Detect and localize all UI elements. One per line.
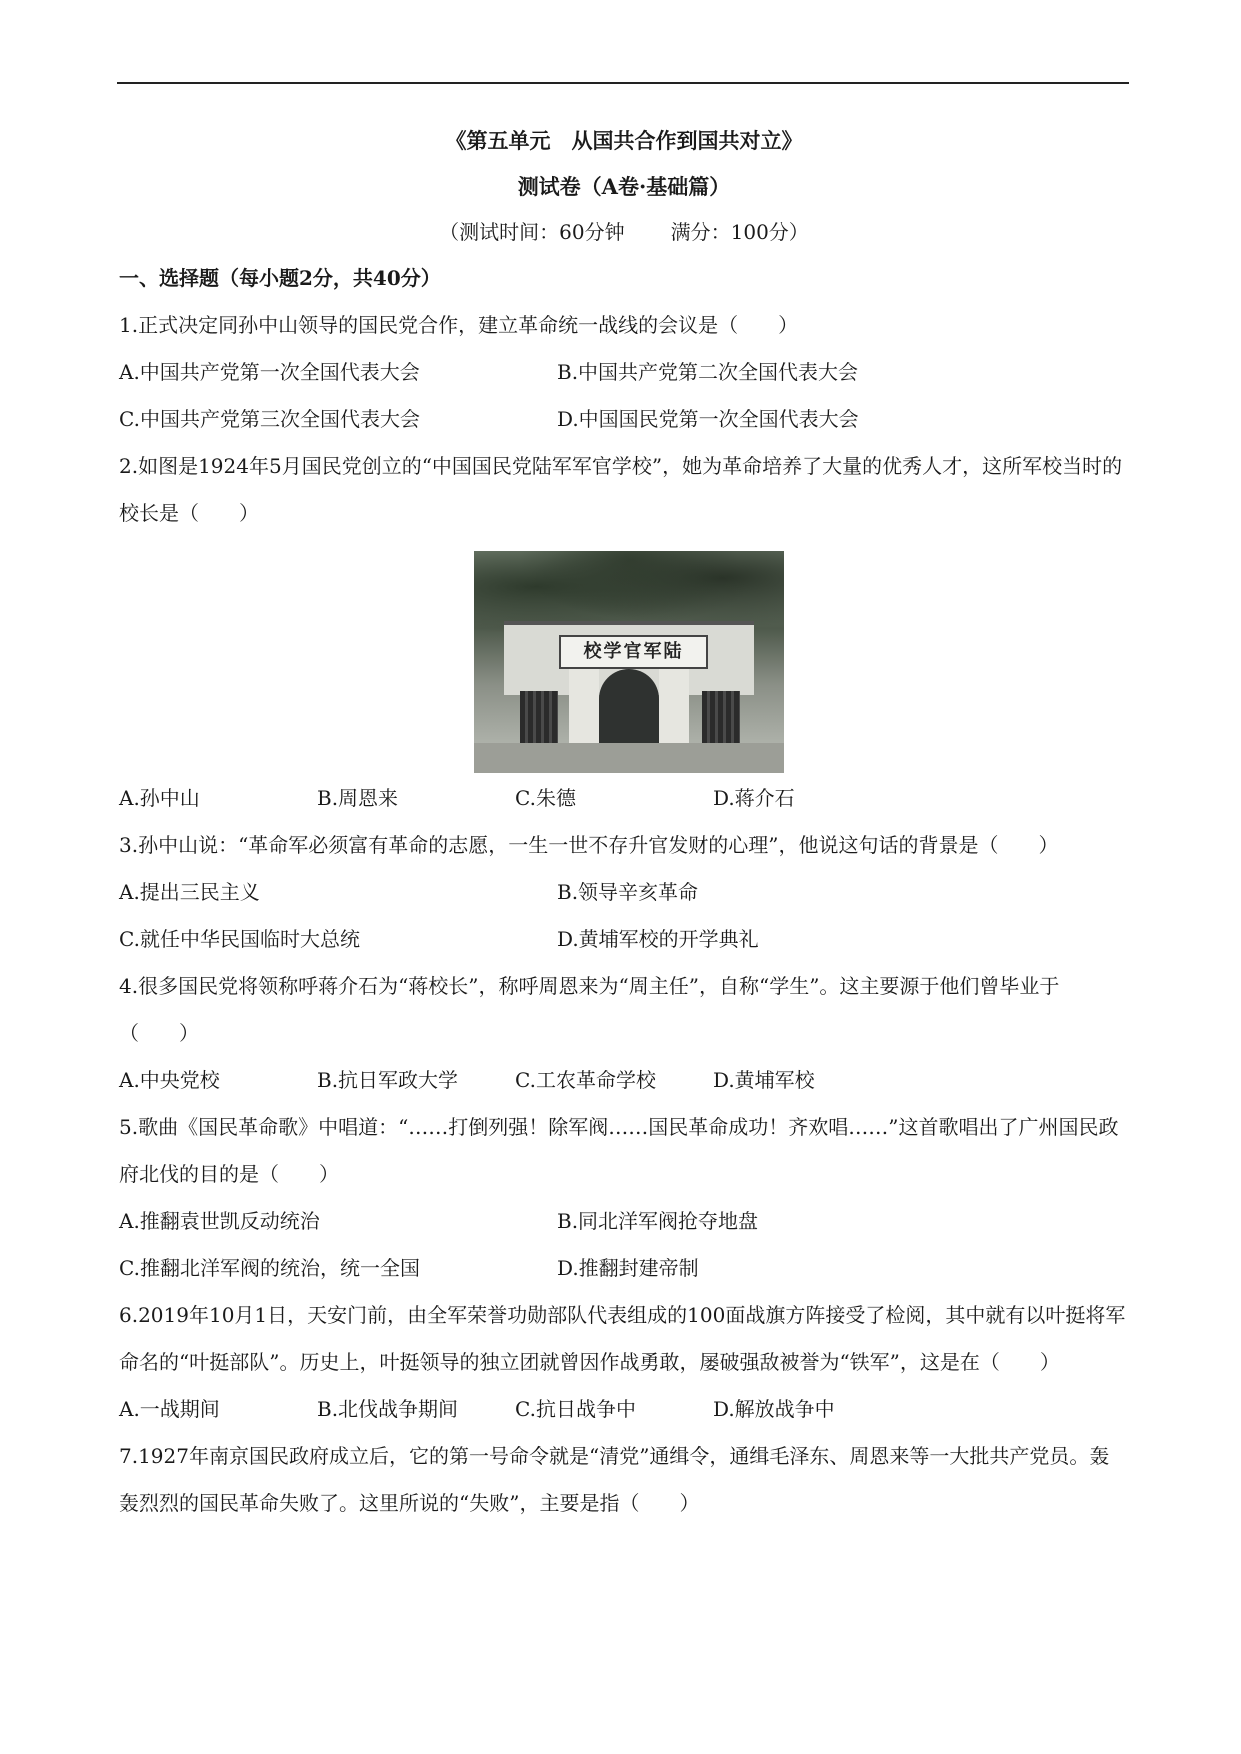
question-4-text: 4.很多国民党将领称呼蒋介石为“蒋校长”，称呼周恩来为“周主任”，自称“学生”。这主要源于他们曾毕业于（ ） xyxy=(119,974,1060,1045)
question-2-options xyxy=(119,775,1129,822)
question-7-text: 7.1927年南京国民政府成立后，它的第一号命令就是“清党”通缉令，通缉毛泽东、周恩来等一大批共产党员。轰轰烈烈的国民革命失败了。这里所说的“失败”，主要是指（ ） xyxy=(119,1444,1110,1515)
option-c: C.中国共产党第三次全国代表大会 xyxy=(119,407,420,431)
question-1-options xyxy=(119,349,1129,396)
option-b: B.同北洋军阀抢夺地盘 xyxy=(557,1209,759,1233)
option-a: A.中国共产党第一次全国代表大会 xyxy=(119,360,420,384)
header-rule xyxy=(117,82,1129,84)
exam-title: 《第五单元 从国共合作到国共对立》 xyxy=(445,128,803,153)
option-b: B.中国共产党第二次全国代表大会 xyxy=(557,360,859,384)
exam-page xyxy=(119,118,1129,1527)
question-2-text: 2.如图是1924年5月国民党创立的“中国国民党陆军军官学校”，她为革命培养了大量的优秀人才，这所军校当时的校长是（ ） xyxy=(119,454,1123,525)
score-info: 满分：100分） xyxy=(670,220,809,244)
option-c: C.就任中华民国临时大总统 xyxy=(119,927,360,951)
question-6-options xyxy=(119,1386,1129,1433)
question-1-options-2 xyxy=(119,396,1129,443)
academy-photo-container xyxy=(119,537,1129,775)
option-d: D.蒋介石 xyxy=(713,786,795,810)
option-d: D.中国国民党第一次全国代表大会 xyxy=(557,407,859,431)
option-a: A.提出三民主义 xyxy=(119,880,260,904)
time-info: （测试时间：60分钟 xyxy=(439,220,625,244)
option-d: D.解放战争中 xyxy=(713,1397,835,1421)
exam-subtitle: 测试卷（A卷·基础篇） xyxy=(517,174,731,199)
question-5-text: 5.歌曲《国民革命歌》中唱道：“……打倒列强！除军阀……国民革命成功！齐欢唱……”这首歌唱出了广州国民政府北伐的目的是（ ） xyxy=(119,1115,1119,1186)
academy-sign: 校学官军陆 xyxy=(559,635,708,669)
question-5-options-2 xyxy=(119,1245,1129,1292)
option-b: B.领导辛亥革命 xyxy=(557,880,699,904)
section-heading: 一、选择题（每小题2分，共40分） xyxy=(119,266,441,290)
question-3-text: 3.孙中山说：“革命军必须富有革命的志愿，一生一世不存升官发财的心理”，他说这句话的背景是（ ） xyxy=(119,833,1059,857)
option-c: C.推翻北洋军阀的统治，统一全国 xyxy=(119,1256,420,1280)
question-1-text: 1.正式决定同孙中山领导的国民党合作，建立革命统一战线的会议是（ ） xyxy=(119,313,799,337)
option-b: B.抗日军政大学 xyxy=(317,1068,459,1092)
exam-info xyxy=(119,209,1129,255)
option-c: C.抗日战争中 xyxy=(515,1397,636,1421)
option-c: C.工农革命学校 xyxy=(515,1068,656,1092)
option-d: D.推翻封建帝制 xyxy=(557,1256,699,1280)
question-5-options xyxy=(119,1198,1129,1245)
option-c: C.朱德 xyxy=(515,786,576,810)
question-6-text: 6.2019年10月1日，天安门前，由全军荣誉功勋部队代表组成的100面战旗方阵接受了检阅，其中就有以叶挺将军命名的“叶挺部队”。历史上，叶挺领导的独立团就曾因作战勇敢，屡破强敌被誉为“铁军”，这是在（ ） xyxy=(119,1303,1126,1374)
option-b: B.北伐战争期间 xyxy=(317,1397,459,1421)
option-a: A.一战期间 xyxy=(119,1397,220,1421)
option-d: D.黄埔军校的开学典礼 xyxy=(557,927,759,951)
option-a: A.中央党校 xyxy=(119,1068,220,1092)
academy-gate-photo xyxy=(474,551,784,773)
question-3-options xyxy=(119,869,1129,916)
option-d: D.黄埔军校 xyxy=(713,1068,815,1092)
question-4-options xyxy=(119,1057,1129,1104)
option-a: A.推翻袁世凯反动统治 xyxy=(119,1209,320,1233)
option-b: B.周恩来 xyxy=(317,786,399,810)
option-a: A.孙中山 xyxy=(119,786,200,810)
question-3-options-2 xyxy=(119,916,1129,963)
